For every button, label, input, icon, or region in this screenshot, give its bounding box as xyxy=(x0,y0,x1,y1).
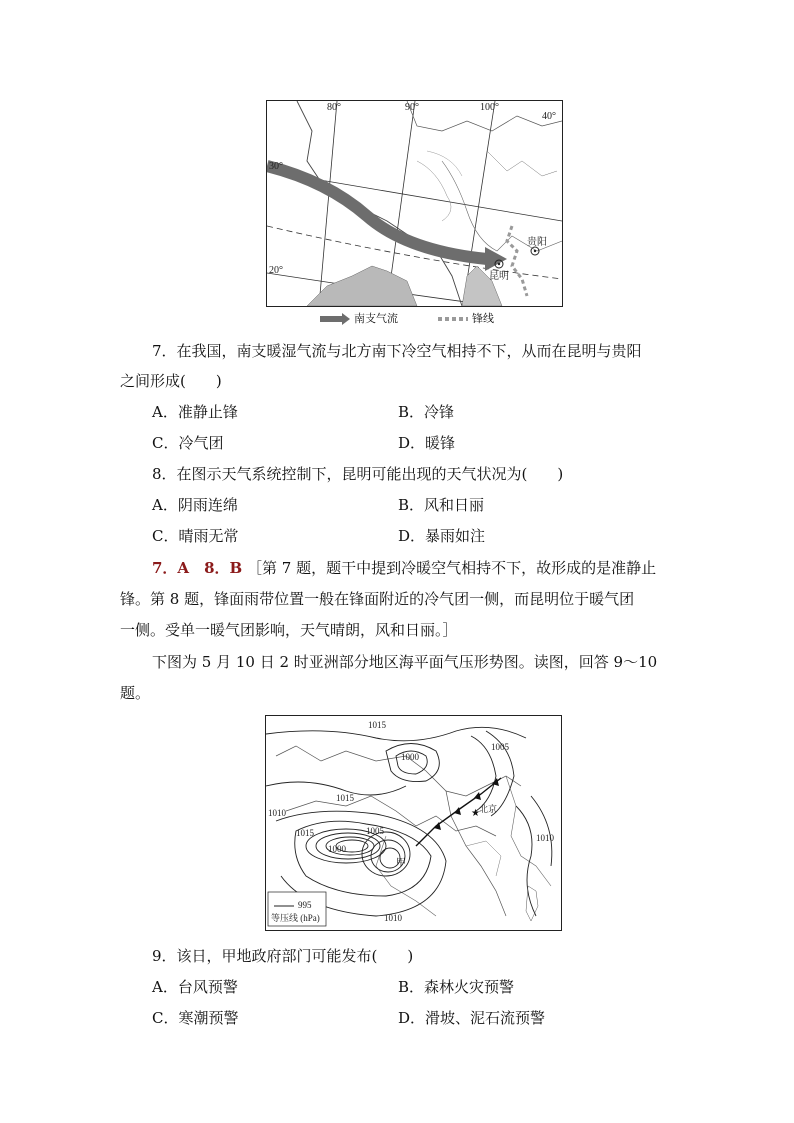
lon-label-90: 90° xyxy=(405,102,419,113)
q9-option-a: A．台风预警 xyxy=(152,978,238,996)
q7-option-b: B．冷锋 xyxy=(398,403,455,421)
q7-option-c: C．冷气团 xyxy=(152,434,224,452)
lat-label-40: 40° xyxy=(542,111,556,122)
front-map-svg xyxy=(267,101,562,306)
front-map xyxy=(266,100,563,307)
lat-label-30: 30° xyxy=(269,161,283,172)
q9-stem: 9．该日，甲地政府部门可能发布( ) xyxy=(152,947,414,965)
beijing-star-icon: ★ xyxy=(471,808,480,819)
q9-option-d: D．滑坡、泥石流预警 xyxy=(398,1009,546,1027)
isobar-label-10: 1010 xyxy=(536,833,554,843)
q7-stem-line1: 7．在我国，南支暖湿气流与北方南下冷空气相持不下，从而在昆明与贵阳 xyxy=(152,342,642,360)
pressure-map-svg xyxy=(266,716,561,930)
lon-label-80: 80° xyxy=(327,102,341,113)
intro-line2: 题。 xyxy=(120,684,151,702)
isobar-label-6: 1015 xyxy=(296,828,314,838)
isobar-label-2: 1000 xyxy=(401,752,419,762)
q8-option-d: D．暴雨如注 xyxy=(398,527,486,545)
isobar-label-9: 1010 xyxy=(384,913,402,923)
q8-stem: 8．在图示天气系统控制下，昆明可能出现的天气状况为( ) xyxy=(152,465,564,483)
q9-option-c: C．寒潮预警 xyxy=(152,1009,239,1027)
q8-option-c: C．晴雨无常 xyxy=(152,527,239,545)
intro-line1: 下图为 5 月 10 日 2 时亚洲部分地区海平面气压形势图。读图，回答 9～10 xyxy=(152,653,658,671)
place-beijing: 北京 xyxy=(479,804,498,814)
place-jia: 甲 xyxy=(396,858,406,869)
legend-flow-label: 南支气流 xyxy=(354,312,398,325)
flow-arrow-icon xyxy=(320,313,350,325)
q8-option-a: A．阴雨连绵 xyxy=(152,496,238,514)
map1-legend xyxy=(320,310,540,326)
lat-label-20: 20° xyxy=(269,265,283,276)
isobar-label-3: 1005 xyxy=(491,742,509,752)
answer-explanation-1: ［第 7 题，题干中提到冷暖空气相持不下，故形成的是准静止 xyxy=(246,559,657,577)
isobar-label-8: 1000 xyxy=(328,844,346,854)
q7-option-d: D．暖锋 xyxy=(398,434,456,452)
pressure-map xyxy=(265,715,562,931)
legend-front-label: 锋线 xyxy=(472,312,494,325)
isobar-label-7: 1005 xyxy=(366,826,384,836)
lon-label-100: 100° xyxy=(480,102,499,113)
isobar-label-4: 1015 xyxy=(336,793,354,803)
legend-isobar-text: 等压线 (hPa) xyxy=(271,913,320,923)
answer-line1 xyxy=(152,558,656,578)
isobar-label-5: 1010 xyxy=(268,808,286,818)
isobar-label-1: 1015 xyxy=(368,720,386,730)
q9-option-b: B．森林火灾预警 xyxy=(398,978,515,996)
city-kunming: 昆明 xyxy=(489,271,509,282)
q7-stem-line2: 之间形成( ) xyxy=(120,372,222,390)
answer-line3: 一侧。受单一暖气团影响，天气晴朗，风和日丽。］ xyxy=(120,621,458,639)
q8-option-b: B．风和日丽 xyxy=(398,496,485,514)
front-line-icon xyxy=(438,313,468,325)
city-guiyang: 贵阳 xyxy=(527,237,547,248)
answer-label: 7．A 8．B xyxy=(152,559,243,577)
answer-line2: 锋。第 8 题，锋面雨带位置一般在锋面附近的冷气团一侧，而昆明位于暖气团 xyxy=(120,590,635,608)
q7-option-a: A．准静止锋 xyxy=(152,403,238,421)
legend-isobar-value: 995 xyxy=(298,900,312,910)
